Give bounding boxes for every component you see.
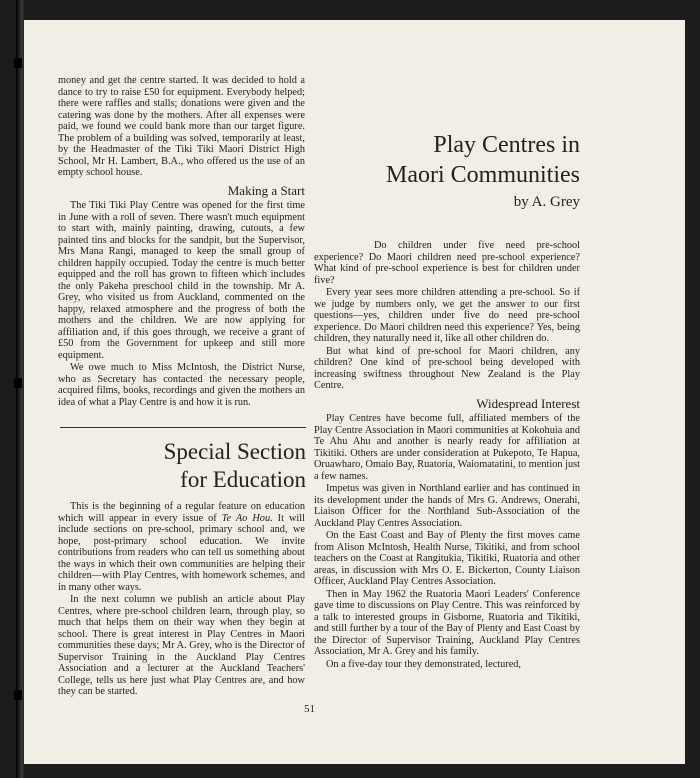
magazine-name: Te Ao Hou [221, 512, 271, 524]
article-title [314, 130, 580, 190]
text-run: . It will include sections on pre-school, primary school and, we hope, post-primary school education. We invite contributions from readers who can tell us something about the ways in which their own communities are helping their children—with Play Centres, with homework schemes, and in many other ways. [58, 512, 305, 593]
making-start-paragraph: The Tiki Tiki Play Centre was opened for the first time in June with a roll of seven. There wasn't much equipment to start with, mainly painting, drawing, cutouts, a few painted tins and blocks for the sandpit, but the Supervisor, Mrs Mana Rangi, managed to keep the small group of children happily occupied. Today the centre is much better equipped and the roll has grown to fifteen which includes the only Pakeha preschool child in the township. Mr A. Grey, who visited us from Auckland, commented on the happy, relaxed atmosphere and the progress of both the mothers and the children. We are now applying for affiliation and, if this goes through, we receive a grant of £50 from the Government for upkeep and still more equipment. [58, 200, 305, 361]
special-section-title [60, 438, 306, 494]
article-paragraph: Impetus was given in Northland earlier and has continued in its development under the hands of Mrs G. Andrews, Onerahi, Liaison Officer for the Northland Sub-Association of the Auckland Play Centres Association. [314, 483, 580, 529]
article-paragraph: On a five-day tour they demonstrated, lectured, [326, 658, 521, 670]
title-line: Special Section [163, 439, 306, 464]
special-section-text [58, 501, 305, 698]
binding-mark [14, 690, 22, 700]
article-paragraph: On the East Coast and Bay of Plenty the first moves came from Alison McIntosh, Health Nurse, Tikitiki, and from school teachers on the Coast at Rangitukia, Tikitiki, Ruatoria and other areas, in discussion with Mrs O. E. Bickerton, County Liaison Officer, Auckland Play Centres Association. [314, 530, 580, 587]
article-paragraph: Every year sees more children attending a pre-school. So if we judge by numbers only, we get the answer to our first questions—yes, children under five do need pre-school experience. Do Maori children need this experience? Yes, being children, they naturally need it, like all other children do. [314, 287, 580, 344]
special-paragraph: In the next column we publish an article about Play Centres, where pre-school children learn, through play, so much that helps them on their way when they begin at school. There is great interest in Play Centres in Maori communities these days; Mr A. Grey, who is the Director of Supervisor Training in the Auckland Play Centres Association and a lecturer at the Auckland Teachers' College, tells us here just what Play Centres are, and how they can be started. [58, 594, 305, 697]
article-paragraph: Play Centres have become full, affiliated members of the Play Centre Association in Maori communities at Kokohuia and Te Ahu Ahu and another is nearly ready for affiliation at Tikitiki. Others are under consideration at Pukepoto, Te Hapua, Oruawharo, Omaio Bay, Ruatoria, Waiomatatini, to mention just a few names. [314, 413, 580, 482]
article-paragraph: Then in May 1962 the Ruatoria Maori Leaders' Conference gave time to discussions on Play Centre. This was reinforced by a talk to interested groups in Gisborne, Ruatoria and Tikitiki, and still further by a tour of the Bay of Plenty and East Coast by the Director of Supervisor Training, Auckland Play Centres Association, Mr A. Grey and his family. [314, 588, 580, 657]
title-line: Play Centres in [433, 132, 580, 158]
article-paragraph: Do children under five need pre-school experience? Do Maori children need pre-school experience? What kind of pre-school experience is best for children under five? [314, 240, 580, 286]
making-start-paragraph: We owe much to Miss McIntosh, the District Nurse, who as Secretary has contacted the necessary people, acquired films, books, recordings and given the mothers an idea of what a Play Centre is and how it is run. [58, 362, 305, 408]
title-line: Maori Communities [386, 162, 580, 188]
byline: by A. Grey [513, 194, 580, 210]
text-run: This is the beginning of a regular feature on education which will appear in every issue of [58, 501, 305, 524]
making-start-heading: Making a Start [227, 182, 305, 198]
binding-mark [14, 58, 22, 68]
binding-mark [14, 378, 22, 388]
right-column [314, 240, 580, 670]
widespread-heading: Widespread Interest [476, 395, 580, 411]
article-paragraph: But what kind of pre-school for Maori children, any children? One kind of pre-school being developed with increasing swiftness throughout New Zealand is the Play Centre. [314, 345, 580, 391]
page-number: 51 [304, 703, 315, 715]
special-paragraph [58, 501, 305, 593]
left-column [58, 75, 305, 408]
section-divider [60, 427, 306, 428]
title-line: for Education [180, 467, 306, 492]
intro-paragraph: money and get the centre started. It was decided to hold a dance to try to raise £50 for equipment. Everybody helped; there were raffles and stalls; donations were given and the catering was done by the mothers. After all expenses were paid, we found we could bank more than our target figure. The problem of a building was solved, temporarily at least, by the Headmaster of the Tiki Tiki Maori District High School, Mr H. Lambert, B.A., who offered us the use of an empty school house. [58, 75, 305, 178]
